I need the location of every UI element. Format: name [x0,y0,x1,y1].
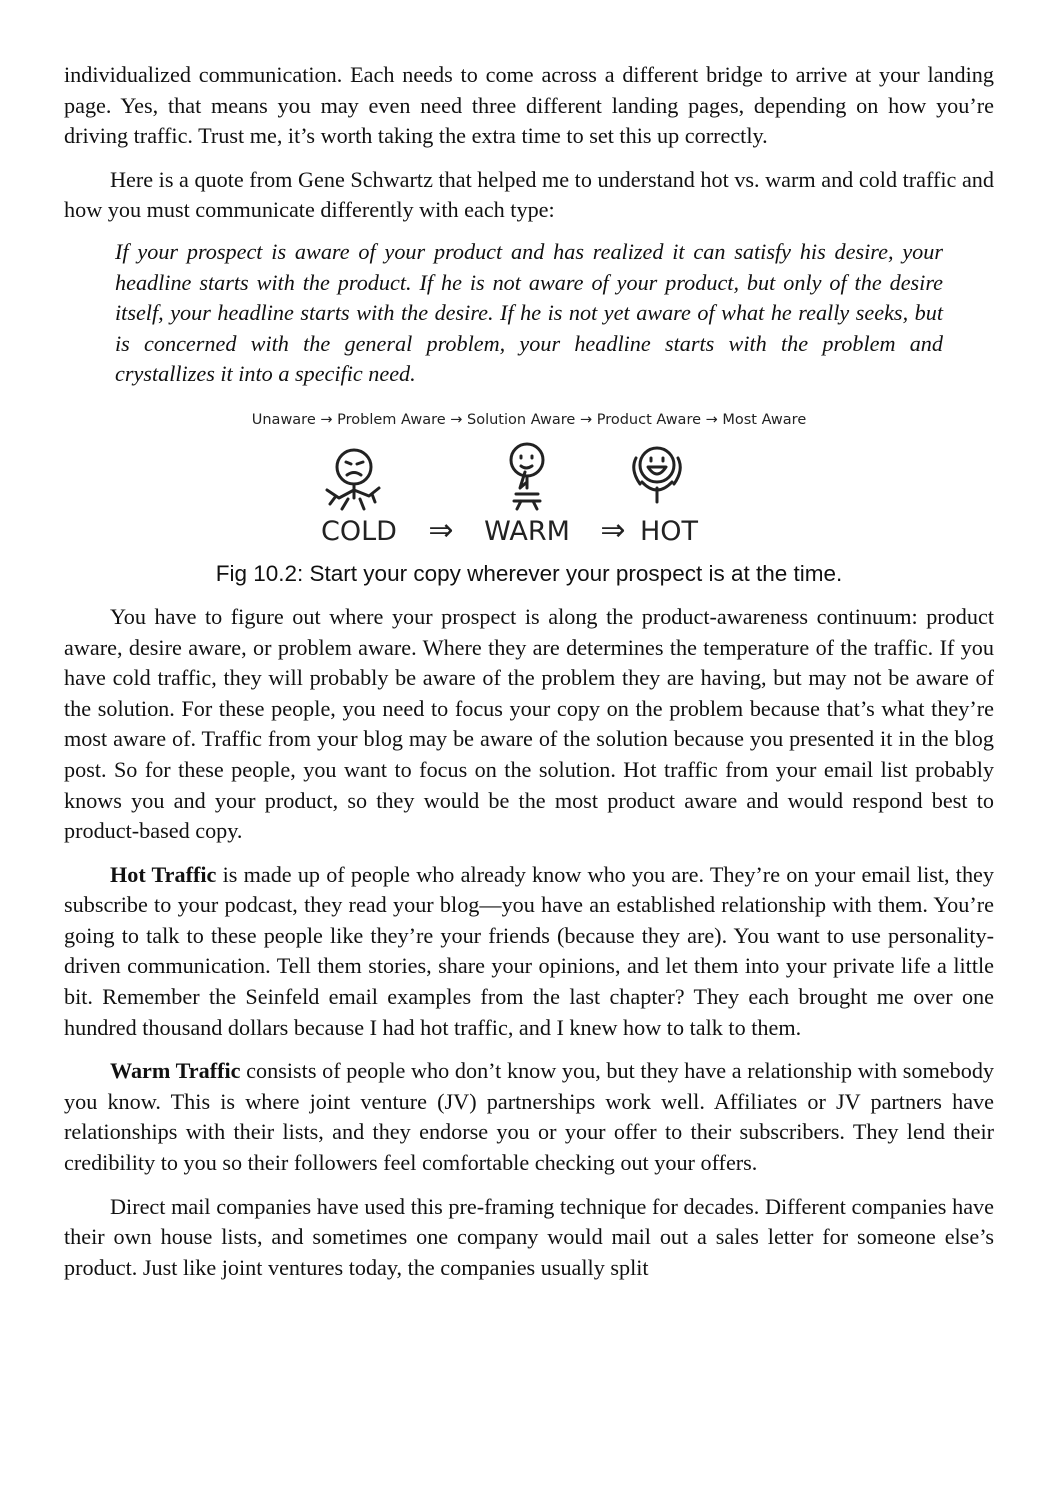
paragraph-awareness-continuum: You have to figure out where your prospect is along the product-awareness continuum: product aware, desire aware, or problem aware. Where they are determines the temperature of the traffic. If you have cold traffic, they will probably be aware of the problem they are having, but may not be aware of the solution. For these people, you need to focus your copy on the problem because that’s what they’re most aware of. Traffic from your blog may be aware of the solution because you presented it in the blog post. So for these people, you want to focus on the solution. Hot traffic from your email list probably knows you and your product, so they would be the most product aware and would respond best to product-based copy. [64,603,994,844]
schwartz-quote: If your prospect is aware of your product and has realized it can satisfy his desire, your headline starts with the product. If he is not aware of your product, but only of the desire itself, your headline starts with the desire. If he is not yet aware of what he really seeks, but is concerned with the general problem, your headline starts with the problem and crystallizes it into a specific need. [115,238,943,387]
awareness-continuum-label: Unaware → Problem Aware → Solution Aware → Product Aware → Most Aware [251,411,807,428]
book-page [64,60,994,1283]
hot-prospect-icon [634,448,681,502]
paragraph-direct-mail: Direct mail companies have used this pre-framing technique for decades. Different companies have their own house lists, and sometimes one company would mail out a sales letter for someone else’s product. Just like joint ventures today, the companies usually split [64,1193,994,1280]
warm-traffic-text: consists of people who don’t know you, but they have a relationship with somebody you know. This is where joint venture (JV) partnerships work well. Affiliates or JV partners have relationships with their lists, and they endorse you or your offer to their subscribers. They lend their credibility to you so their followers feel comfortable checking out your offers. [64,1058,995,1176]
warm-label: WARM [484,515,570,547]
paragraph-hot-traffic [64,860,994,1044]
paragraph-warm-traffic [64,1056,994,1178]
paragraph-bridges: individualized communication. Each needs to come across a different bridge to arrive at your landing page. Yes, that means you may even need three different landing pages, depending on how you’re driving traffic. Trust me, it’s worth taking the extra time to set this up correctly. [64,62,994,149]
arrow-warm-to-hot: ⇒ [600,512,626,548]
warm-prospect-icon [511,444,543,509]
awareness-illustration [224,402,834,554]
cold-prospect-icon [327,450,379,509]
hot-traffic-text: is made up of people who already know who you are. They’re on your email list, they subscribe to your podcast, they read your blog—you have an established relationship with them. You’re going to talk to these people like they’re your friends (because they are). You want to use personality-driven communication. Tell them stories, share your opinions, and let them into your private life a little bit. Remember the Seinfeld email examples from the last chapter? They each brought me over one hundred thousand dollars because I had hot traffic, and I knew how to talk to them. [64,861,994,1040]
arrow-cold-to-warm: ⇒ [428,512,454,548]
hot-label: HOT [639,515,699,547]
awareness-figure [64,402,994,554]
paragraph-schwartz-intro: Here is a quote from Gene Schwartz that helped me to understand hot vs. warm and cold traffic and how you must communicate differently with each type: [64,166,994,223]
hot-traffic-term: Hot Traffic [110,861,217,887]
cold-label: COLD [321,515,397,547]
warm-traffic-term: Warm Traffic [110,1058,241,1084]
figure-caption: Fig 10.2: Start your copy wherever your prospect is at the time. [215,560,843,586]
